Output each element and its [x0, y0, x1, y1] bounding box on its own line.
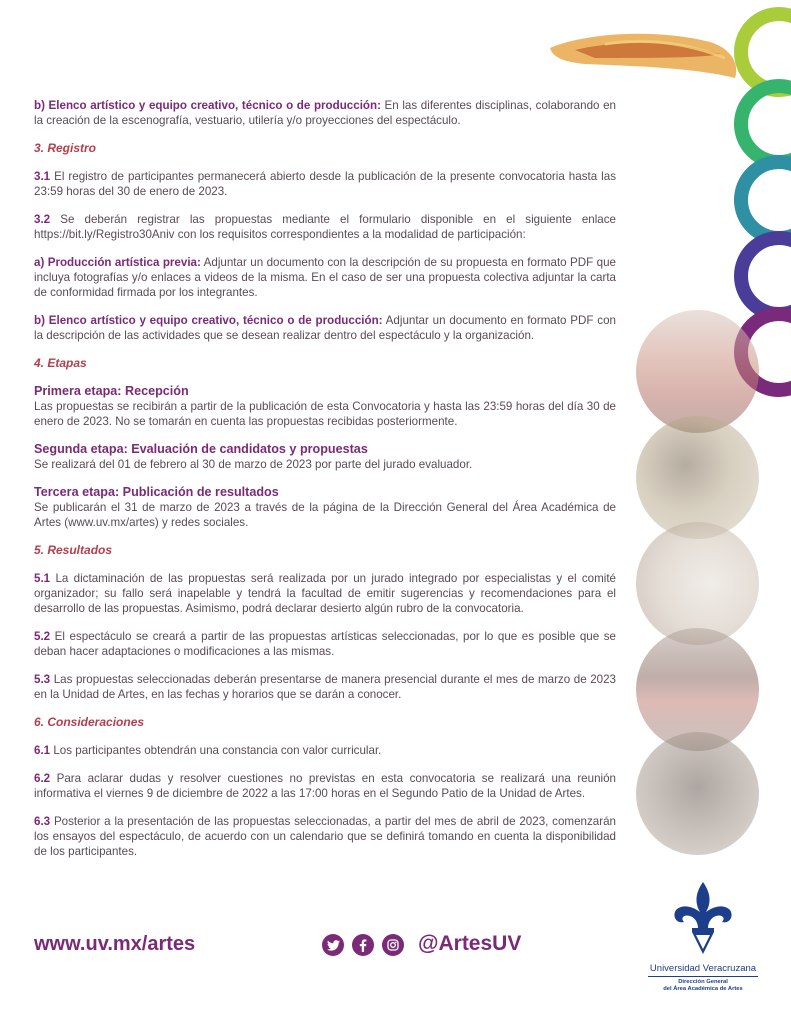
text-elenco: En las diferentes disciplinas, colaborando en la creación de la escenografía, vestuario, utilería y/o proyecciones del espectáculo.	[34, 99, 616, 127]
text-elenco-registro: Adjuntar un documento en formato PDF con la descripción de las actividades que se desean realizar dentro del espectáculo y la organización.	[34, 314, 616, 342]
facebook-icon[interactable]	[352, 934, 374, 956]
heading-resultados: 5. Resultados	[34, 543, 113, 557]
num-5-2: 5.2	[34, 630, 51, 643]
num-6-2: 6.2	[34, 772, 51, 785]
text-6-3: Posterior a la presentación de las propuestas seleccionadas, a partir del mes de abril de 2023, comenzarán los ensayos del espectáculo, de acuerdo con un calendario que se definirá tomando en cuenta la disponibilidad de los participantes.	[34, 815, 616, 858]
num-6-1: 6.1	[34, 744, 51, 757]
label-elenco: b) Elenco artístico y equipo creativo, técnico o de producción:	[34, 99, 381, 112]
label-elenco-registro: b) Elenco artístico y equipo creativo, técnico o de producción:	[34, 314, 383, 327]
paragraph-5-3	[34, 672, 616, 702]
num-5-3: 5.3	[34, 673, 51, 686]
paragraph-5-1	[34, 571, 616, 616]
paragraph-6-2	[34, 771, 616, 801]
stage-1	[34, 384, 616, 429]
label-produccion-previa: a) Producción artística previa:	[34, 256, 201, 269]
paragraph-produccion-previa	[34, 255, 616, 300]
paragraph-3-1	[34, 169, 616, 199]
num-5-1: 5.1	[34, 572, 51, 585]
text-5-2: El espectáculo se creará a partir de las propuestas artísticas seleccionadas, por lo que es posible que se deban hacer adaptaciones o modificaciones a las mismas.	[34, 630, 616, 658]
brush-stroke-decoration	[545, 28, 745, 86]
dg-line-1: Dirección General	[678, 979, 728, 985]
paragraph-6-3	[34, 814, 616, 859]
photo-children	[636, 732, 759, 855]
uv-logo	[648, 880, 758, 993]
text-6-2: Para aclarar dudas y resolver cuestiones no previstas en esta convocatoria se realizará una reunión informativa el viernes 9 de diciembre de 2022 a las 17:00 horas en el Segundo Patio de la Unidad de Artes.	[34, 772, 616, 800]
stage-3	[34, 485, 616, 530]
stage-2	[34, 442, 616, 472]
stage-1-title: Primera etapa: Recepción	[34, 384, 189, 398]
photo-musician	[636, 416, 759, 539]
text-produccion-previa: Adjuntar un documento con la descripción de su propuesta en formato PDF que incluya fotografías y/o enlaces a videos de la misma. En el caso de ser una propuesta colectiva adjuntar la carta de conformidad firmada por los integrantes.	[34, 256, 616, 299]
stage-2-text: Se realizará del 01 de febrero al 30 de marzo de 2023 por parte del jurado evaluador.	[34, 458, 473, 471]
uv-name: Universidad Veracruzana	[648, 963, 758, 977]
website-link[interactable]: www.uv.mx/artes	[34, 933, 196, 955]
text-3-2: Se deberán registrar las propuestas mediante el formulario disponible en el siguiente enlace https://bit.ly/Registro30Aniv con los requisitos correspondientes a la modalidad de participación:	[34, 213, 616, 241]
stage-1-text: Las propuestas se recibirán a partir de la publicación de esta Convocatoria y hasta las 23:59 horas del día 30 de enero de 2023. No se tomarán en cuenta las propuestas recibidas posteriormente.	[34, 400, 616, 428]
num-3-2: 3.2	[34, 213, 51, 226]
text-5-3: Las propuestas seleccionadas deberán presentarse de manera presencial durante el mes de marzo de 2023 en la Unidad de Artes, en las fechas y horarios que se darán a conocer.	[34, 673, 616, 701]
social-handle[interactable]: @ArtesUV	[418, 932, 522, 955]
num-6-3: 6.3	[34, 815, 51, 828]
stage-3-title: Tercera etapa: Publicación de resultados	[34, 485, 279, 499]
paragraph-6-1	[34, 743, 616, 758]
text-3-1: El registro de participantes permanecerá abierto desde la publicación de la presente convocatoria hasta las 23:59 horas del 30 de enero de 2023.	[34, 170, 616, 198]
heading-consideraciones: 6. Consideraciones	[34, 715, 145, 729]
stage-3-text: Se publicarán el 31 de marzo de 2023 a través de la página de la Dirección General del Área Académica de Artes (www.uv.mx/artes) y redes sociales.	[34, 501, 616, 529]
document-body	[34, 98, 616, 872]
stage-2-title: Segunda etapa: Evaluación de candidatos y propuestas	[34, 442, 368, 456]
photo-building	[636, 310, 759, 433]
fleur-de-lis-icon	[672, 880, 734, 956]
twitter-icon[interactable]	[322, 934, 344, 956]
heading-etapas: 4. Etapas	[34, 356, 87, 370]
social-icons	[322, 934, 404, 956]
paragraph-5-2	[34, 629, 616, 659]
paragraph-3-2	[34, 212, 616, 242]
text-6-1: Los participantes obtendrán una constancia con valor curricular.	[50, 744, 382, 757]
dg-line-2: del Área Académica de Artes	[663, 986, 743, 992]
paragraph-elenco-registro	[34, 313, 616, 343]
paragraph-elenco-intro	[34, 98, 616, 128]
text-5-1: La dictaminación de las propuestas será realizada por un jurado integrado por especialistas y el comité organizador; su fallo será inapelable y tendrá la facultad de emitir sugerencias y recomendaciones para el desarrollo de las propuestas. Asimismo, podrá declarar desierto algún rubro de la convocatoria.	[34, 572, 616, 615]
instagram-icon[interactable]	[382, 934, 404, 956]
heading-registro: 3. Registro	[34, 141, 97, 155]
photo-drawing	[636, 522, 759, 645]
num-3-1: 3.1	[34, 170, 51, 183]
